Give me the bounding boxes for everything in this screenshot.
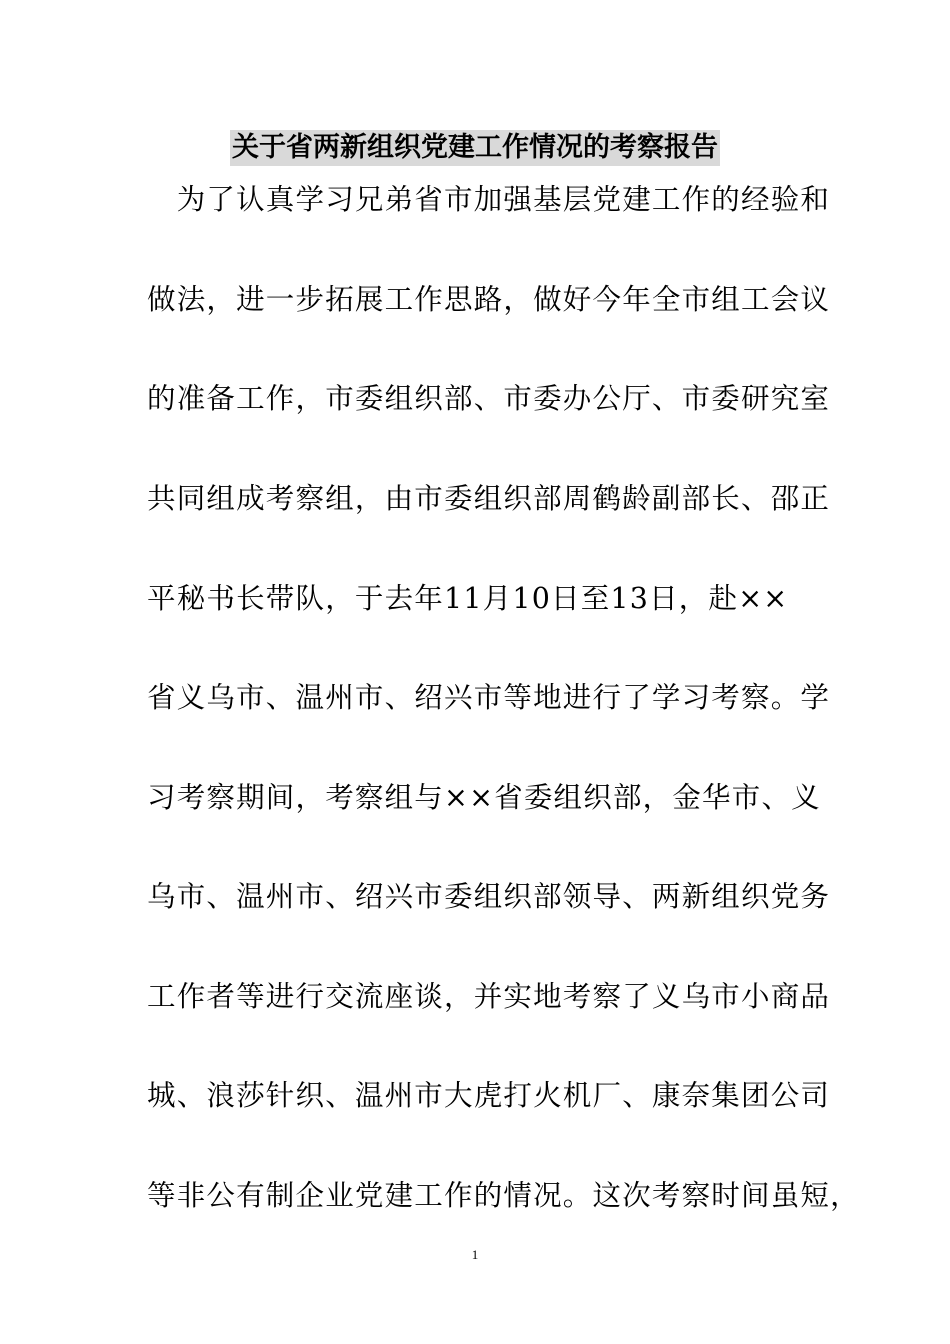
page-number: 1 (471, 1247, 479, 1262)
body-line: 乌市、温州市、绍兴市委组织部领导、两新组织党务 (147, 880, 831, 913)
title-container (0, 130, 950, 166)
body-line: 的准备工作，市委组织部、市委办公厅、市委研究室 (147, 382, 831, 415)
body-line: 等非公有制企业党建工作的情况。这次考察时间虽短， (147, 1179, 860, 1212)
body-line: 工作者等进行交流座谈，并实地考察了义乌市小商品 (147, 980, 831, 1013)
body-line: 城、浪莎针织、温州市大虎打火机厂、康奈集团公司 (147, 1079, 831, 1112)
document-title: 关于省两新组织党建工作情况的考察报告 (230, 130, 720, 166)
body-line: 习考察期间，考察组与××省委组织部，金华市、义 (147, 781, 821, 814)
body-line: 做法，进一步拓展工作思路，做好今年全市组工会议 (147, 283, 831, 316)
body-line: 共同组成考察组，由市委组织部周鹤龄副部长、邵正 (147, 482, 831, 515)
body-line: 为了认真学习兄弟省市加强基层党建工作的经验和 (147, 183, 831, 216)
body-line: 平秘书长带队，于去年11月10日至13日，赴×× (147, 582, 789, 615)
body-line: 省义乌市、温州市、绍兴市等地进行了学习考察。学 (147, 681, 831, 714)
